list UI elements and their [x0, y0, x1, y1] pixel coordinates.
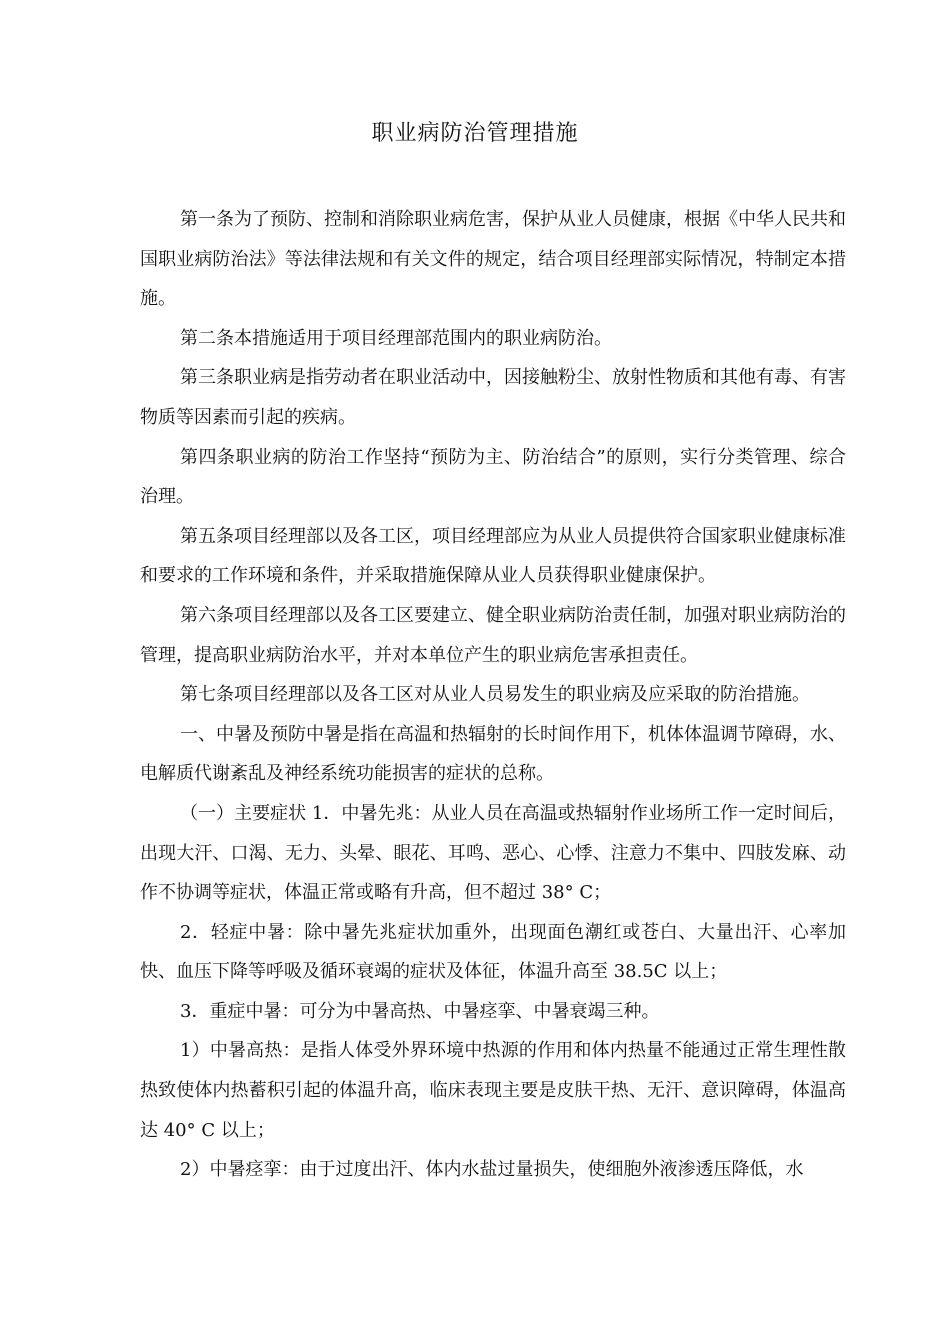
paragraph-article-5: 第五条项目经理部以及各工区，项目经理部应为从业人员提供符合国家职业健康标准和要求的工作环境和条件，并采取措施保障从业人员获得职业健康保护。 [140, 525, 846, 587]
document-body [140, 200, 846, 1190]
paragraph-article-3: 第三条职业病是指劳动者在职业活动中，因接触粉尘、放射性物质和其他有毒、有害物质等因素而引起的疾病。 [140, 367, 846, 428]
paragraph-article-6: 第六条项目经理部以及各工区要建立、健全职业病防治责任制，加强对职业病防治的管理，提高职业病防治水平，并对本单位产生的职业病危害承担责任。 [140, 604, 846, 666]
paragraph-article-1: 第一条为了预防、控制和消除职业病危害，保护从业人员健康，根据《中华人民共和国职业病防治法》等法律法规和有关文件的规定，结合项目经理部实际情况，特制定本措施。 [140, 209, 846, 310]
paragraph-main-symptoms: （一）主要症状 1．中暑先兆：从业人员在高温或热辐射作业场所工作一定时间后，出现大汗、口渴、无力、头晕、眼花、耳鸣、恶心、心悸、注意力不集中、四肢发麻、动作不协调等症状，体温正常或略有升高，但不超过 38° C； [140, 802, 846, 904]
paragraph-heatstroke-definition: 一、中暑及预防中暑是指在高温和热辐射的长时间作用下，机体体温调节障碍，水、电解质代谢紊乱及神经系统功能损害的症状的总称。 [140, 723, 846, 785]
paragraph-article-4: 第四条职业病的防治工作坚持“预防为主、防治结合”的原则，实行分类管理、综合治理。 [140, 446, 846, 508]
paragraph-article-7: 第七条项目经理部以及各工区对从业人员易发生的职业病及应采取的防治措施。 [180, 684, 810, 706]
paragraph-heat-hyperpyrexia: 1）中暑高热：是指人体受外界环境中热源的作用和体内热量不能通过正常生理性散热致使体内热蓄积引起的体温升高，临床表现主要是皮肤干热、无汗、意识障碍，体温高达 40° C 以上； [140, 1040, 846, 1141]
paragraph-severe-heatstroke: 3．重症中暑：可分为中暑高热、中暑痉挛、中暑衰竭三种。 [180, 1000, 660, 1022]
paragraph-mild-heatstroke: 2．轻症中暑：除中暑先兆症状加重外，出现面色潮红或苍白、大量出汗、心率加快、血压下降等呼吸及循环衰竭的症状及体征，体温升高至 38.5C 以上； [140, 921, 846, 983]
paragraph-article-2: 第二条本措施适用于项目经理部范围内的职业病防治。 [180, 327, 612, 349]
document-title: 职业病防治管理措施 [371, 121, 579, 146]
paragraph-heat-cramps: 2）中暑痉挛：由于过度出汗、体内水盐过量损失，使细胞外液渗透压降低，水 [180, 1159, 804, 1181]
